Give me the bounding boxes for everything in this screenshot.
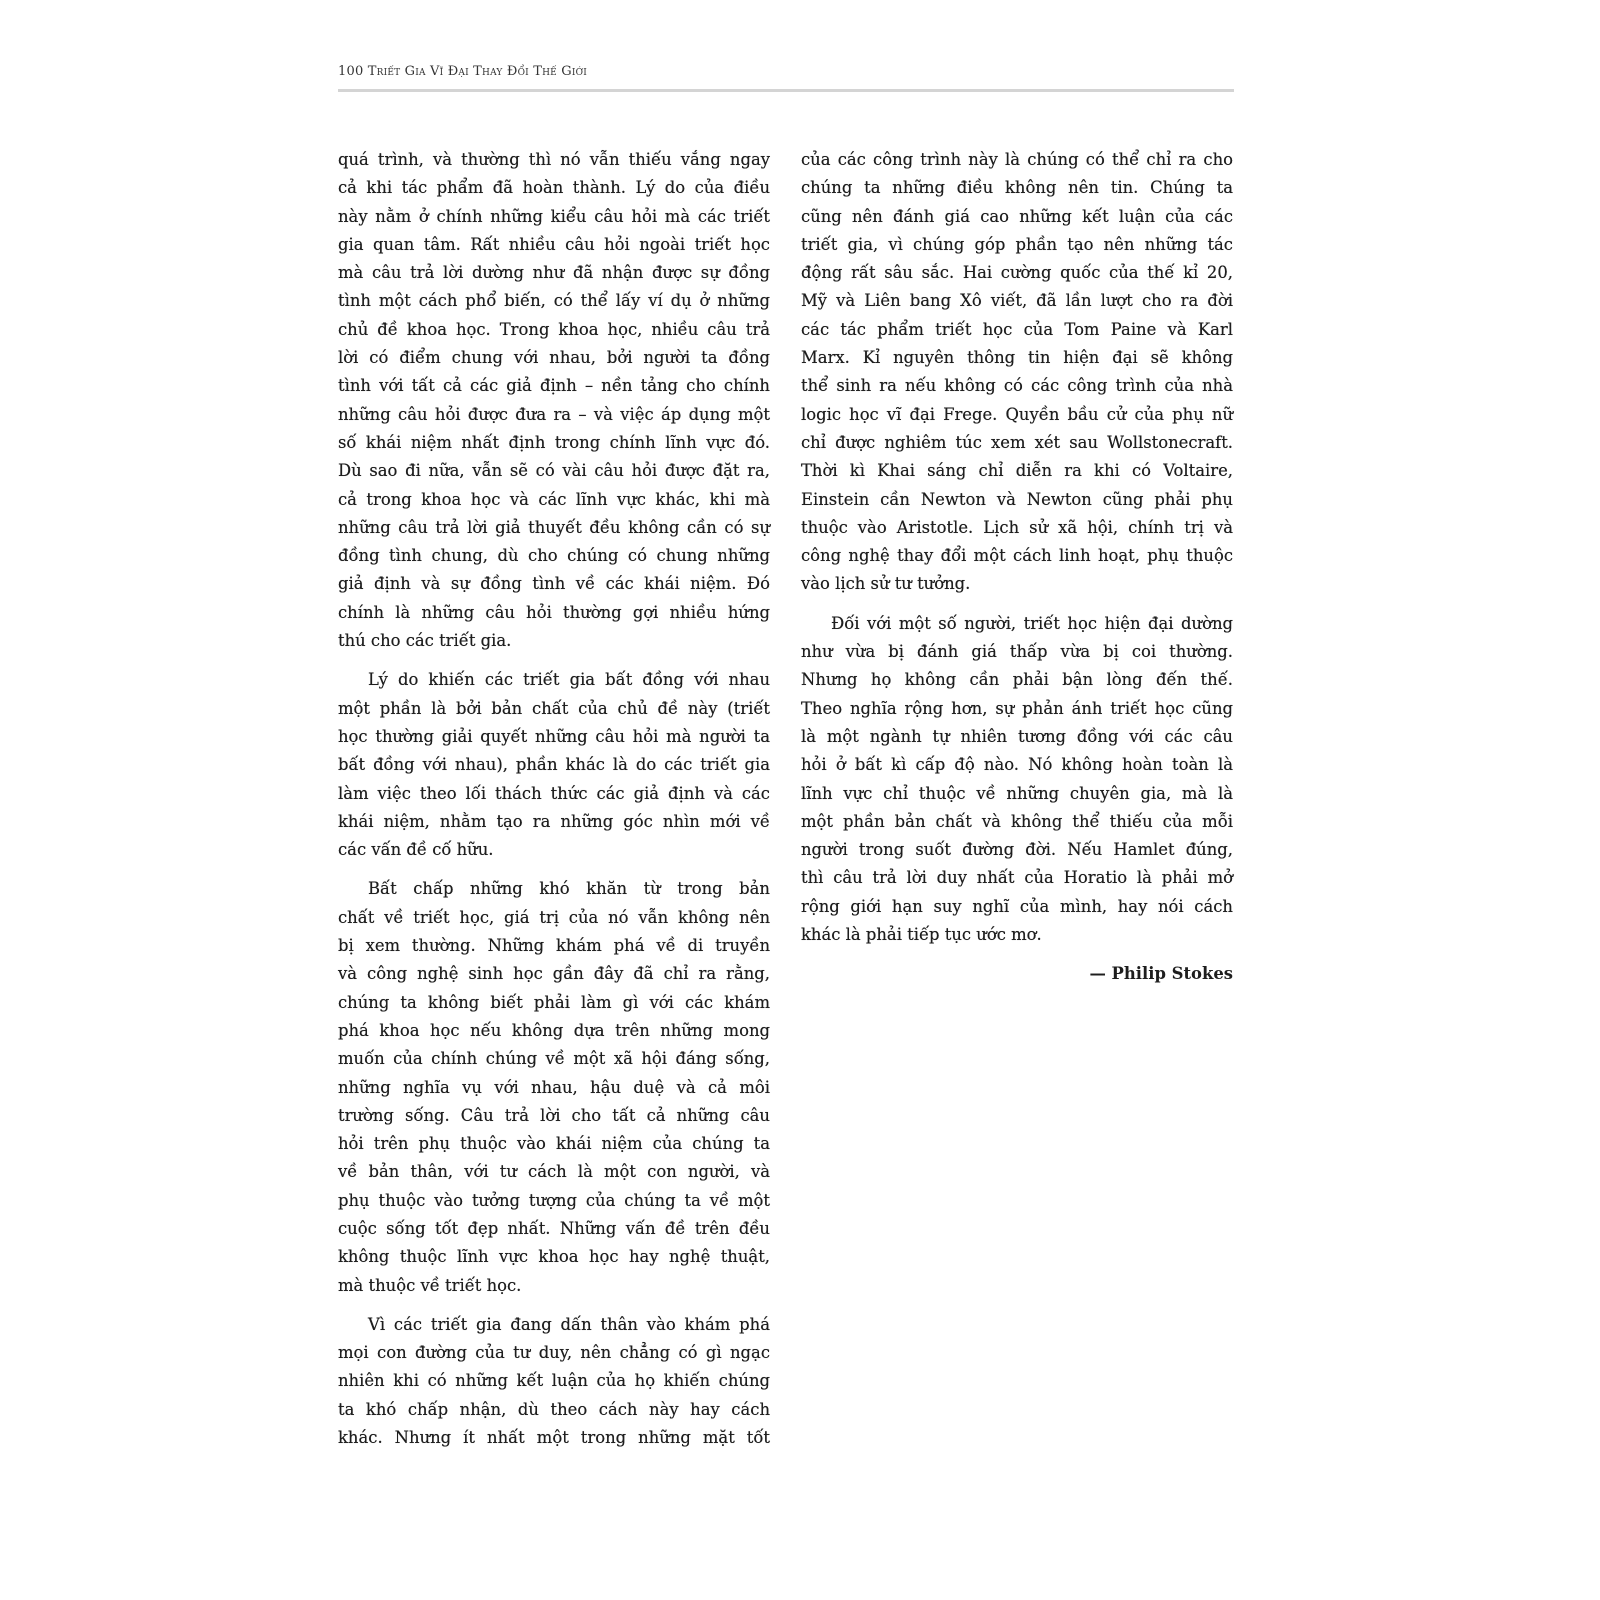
text-line: ta khó chấp nhận, dù theo cách này hay cách: [338, 1399, 770, 1419]
text-line: rộng giới hạn suy nghĩ của mình, hay nói cách: [801, 896, 1233, 916]
left-column: [338, 146, 770, 1463]
text-line: tình với tất cả các giả định – nền tảng cho chính: [338, 376, 770, 396]
author-signature: — Philip Stokes: [1089, 964, 1233, 984]
text-line: cả khi tác phẩm đã hoàn thành. Lý do của điều: [338, 178, 770, 198]
text-line: nhiên khi có những kết luận của họ khiến chúng: [338, 1371, 770, 1391]
text-line: Bất chấp những khó khăn từ trong bản: [368, 879, 770, 899]
text-line: chúng ta không biết phải làm gì với các khám: [338, 992, 770, 1012]
text-line: Nhưng họ không cần phải bận lòng đến thế.: [801, 670, 1233, 690]
text-line: động rất sâu sắc. Hai cường quốc của thế kỉ 20,: [801, 263, 1233, 283]
text-line: chất về triết học, giá trị của nó vẫn không nên: [338, 907, 770, 927]
paragraph: [338, 1311, 770, 1452]
text-line: phá khoa học nếu không dựa trên những mong: [338, 1020, 770, 1040]
text-line: là một ngành tự nhiên tương đồng với các câu: [801, 726, 1233, 746]
paragraph: [801, 610, 1233, 950]
text-line: các tác phẩm triết học của Tom Paine và Karl: [801, 319, 1233, 339]
text-line: Lý do khiến các triết gia bất đồng với nhau: [368, 670, 770, 690]
text-line: học thường giải quyết những câu hỏi mà người ta: [338, 726, 770, 746]
text-line: quá trình, và thường thì nó vẫn thiếu vắng ngay: [338, 150, 770, 169]
text-line: mà câu trả lời dường như đã nhận được sự đồng: [338, 263, 770, 283]
text-line: Thời kì Khai sáng chỉ diễn ra khi có Voltaire,: [801, 461, 1233, 481]
text-line: Theo nghĩa rộng hơn, sự phản ánh triết học cũng: [801, 698, 1233, 718]
text-line: mọi con đường của tư duy, nên chẳng có gì ngạc: [338, 1343, 770, 1363]
paragraph: [338, 666, 770, 864]
text-line: thú cho các triết gia.: [338, 631, 512, 651]
text-line: người trong suốt đường đời. Nếu Hamlet đúng,: [801, 840, 1233, 860]
text-line: khác là phải tiếp tục ước mơ.: [801, 925, 1042, 945]
text-line: về bản thân, với tư cách là một con người, và: [338, 1162, 770, 1182]
text-line: bị xem thường. Những khám phá về di truyền: [338, 936, 770, 956]
text-line: muốn của chính chúng về một xã hội đáng sống,: [338, 1049, 770, 1069]
text-line: khái niệm, nhằm tạo ra những góc nhìn mới về: [338, 811, 770, 831]
text-line: của các công trình này là chúng có thể chỉ ra cho: [801, 150, 1233, 169]
text-line: Mỹ và Liên bang Xô viết, đã lần lượt cho ra đời: [801, 291, 1233, 311]
paragraph: [801, 146, 1233, 599]
text-line: mà thuộc về triết học.: [338, 1275, 522, 1295]
text-line: như vừa bị đánh giá thấp vừa bị coi thường.: [801, 642, 1233, 662]
text-line: không thuộc lĩnh vực khoa học hay nghệ thuật,: [338, 1247, 770, 1267]
text-line: chỉ được nghiêm túc xem xét sau Wollstonecraft.: [801, 432, 1233, 452]
text-line: Marx. Kỉ nguyên thông tin hiện đại sẽ không: [801, 348, 1233, 368]
paragraph: [338, 875, 770, 1299]
text-line: phụ thuộc vào tưởng tượng của chúng ta về một: [338, 1190, 770, 1210]
text-line: hỏi trên phụ thuộc vào khái niệm của chúng ta: [338, 1134, 770, 1154]
text-line: công nghệ thay đổi một cách linh hoạt, phụ thuộc: [801, 546, 1233, 566]
text-line: Đối với một số người, triết học hiện đại dường: [831, 613, 1233, 633]
text-line: Vì các triết gia đang dấn thân vào khám phá: [368, 1314, 770, 1334]
text-line: và công nghệ sinh học gần đây đã chỉ ra rằng,: [338, 964, 770, 984]
text-line: lĩnh vực chỉ thuộc về những chuyên gia, mà là: [801, 783, 1233, 803]
text-line: cuộc sống tốt đẹp nhất. Những vấn đề trên đều: [338, 1218, 770, 1238]
right-column: [801, 146, 1233, 988]
text-line: thì câu trả lời duy nhất của Horatio là phải mở: [801, 868, 1233, 888]
text-line: chúng ta những điều không nên tin. Chúng ta: [801, 178, 1233, 198]
text-line: các vấn đề cố hữu.: [338, 840, 494, 860]
text-line: trường sống. Câu trả lời cho tất cả những câu: [338, 1105, 770, 1125]
text-line: gia quan tâm. Rất nhiều câu hỏi ngoài triết học: [338, 234, 770, 254]
header-rule: [338, 89, 1234, 92]
text-line: Dù sao đi nữa, vẫn sẽ có vài câu hỏi được đặt ra,: [338, 461, 770, 481]
text-line: thể sinh ra nếu không có các công trình của nhà: [801, 376, 1233, 396]
text-line: số khái niệm nhất định trong chính lĩnh vực đó.: [338, 432, 770, 452]
text-line: logic học vĩ đại Frege. Quyền bầu cử của phụ nữ: [801, 404, 1233, 424]
text-line: giả định và sự đồng tình về các khái niệm. Đó: [338, 574, 770, 594]
text-line: này nằm ở chính những kiểu câu hỏi mà các triết: [338, 206, 770, 226]
text-line: cả trong khoa học và các lĩnh vực khác, khi mà: [338, 489, 770, 509]
text-line: những câu hỏi được đưa ra – và việc áp dụng một: [338, 404, 770, 424]
text-line: vào lịch sử tư tưởng.: [801, 574, 971, 594]
text-line: cũng nên đánh giá cao những kết luận của các: [801, 206, 1233, 226]
paragraph: [338, 146, 770, 655]
text-line: tình một cách phổ biến, có thể lấy ví dụ ở những: [338, 291, 770, 311]
text-line: thuộc vào Aristotle. Lịch sử xã hội, chính trị và: [801, 517, 1233, 537]
text-line: lời có điểm chung với nhau, bởi người ta đồng: [338, 348, 770, 368]
text-line: một phần bản chất và không thể thiếu của mỗi: [801, 811, 1233, 831]
text-line: những nghĩa vụ với nhau, hậu duệ và cả môi: [338, 1077, 770, 1097]
text-line: Einstein cần Newton và Newton cũng phải phụ: [801, 489, 1233, 509]
text-line: đồng tình chung, dù cho chúng có chung những: [338, 546, 770, 566]
text-line: hỏi ở bất kì cấp độ nào. Nó không hoàn toàn là: [801, 755, 1233, 775]
text-line: chính là những câu hỏi thường gợi nhiều hứng: [338, 602, 770, 622]
text-line: làm việc theo lối thách thức các giả định và các: [338, 783, 770, 803]
text-line: bất đồng với nhau), phần khác là do các triết gia: [338, 755, 770, 775]
text-line: một phần là bởi bản chất của chủ đề này (triết: [338, 698, 770, 718]
text-line: triết gia, vì chúng góp phần tạo nên những tác: [801, 234, 1233, 254]
text-line: những câu trả lời giả thuyết đều không cần có sự: [338, 517, 770, 537]
running-header: 100 Triết Gia Vĩ Đại Thay Đổi Thế Giới: [338, 64, 587, 79]
text-line: chủ đề khoa học. Trong khoa học, nhiều câu trả: [338, 319, 770, 339]
text-line: khác. Nhưng ít nhất một trong những mặt tốt: [338, 1428, 770, 1448]
